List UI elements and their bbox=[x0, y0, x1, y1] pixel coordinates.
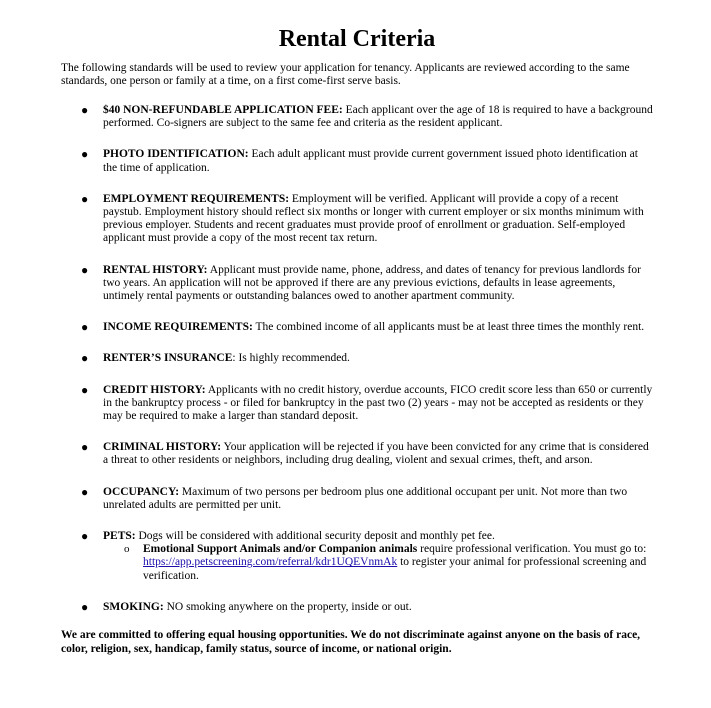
criterion-text: Employment will be verified. Applicant will provide a copy of a recent paystub. Employment history should reflect six months or longer with current employer or six months minimum with previous employer. Students and recent graduates must provide proof of enrollment or graduation. Self-employed applicant must provide a copy of the most recent tax return. bbox=[103, 192, 644, 245]
bullet-icon: ● bbox=[81, 262, 89, 277]
sub-item-label: Emotional Support Animals and/or Companion animals bbox=[143, 543, 418, 556]
criterion-text: Maximum of two persons per bedroom plus one additional occupant per unit. Not more than two unrelated adults are permitted per unit. bbox=[103, 485, 628, 511]
bullet-icon: ● bbox=[81, 320, 89, 335]
criterion-text: The combined income of all applicants must be at least three times the monthly rent. bbox=[252, 321, 645, 334]
bullet-icon: ● bbox=[81, 529, 89, 544]
criterion-label: $40 NON-REFUNDABLE APPLICATION FEE: bbox=[103, 104, 343, 116]
criterion-photo-id bbox=[61, 148, 653, 174]
document-page bbox=[61, 26, 653, 668]
criterion-criminal-history bbox=[61, 441, 653, 467]
sub-item-support-animals bbox=[103, 543, 653, 583]
bullet-icon: ● bbox=[81, 484, 89, 499]
criterion-smoking bbox=[61, 601, 653, 614]
bullet-icon: ● bbox=[81, 351, 89, 366]
bullet-icon: ● bbox=[81, 440, 89, 455]
equal-housing-statement: We are committed to offering equal housing opportunities. We do not discriminate against anyone on the basis of race, color, religion, sex, handicap, family status, source of income, or national origin. bbox=[61, 629, 641, 655]
criterion-label: OCCUPANCY: bbox=[103, 485, 180, 498]
criterion-pets bbox=[61, 530, 653, 583]
criterion-text: Your application will be rejected if you have been convicted for any crime that is considered a threat to other residents or neighbors, including drug dealing, violent and sexual crimes, theft, and arson. bbox=[103, 441, 649, 467]
bullet-icon: ● bbox=[81, 382, 89, 397]
criterion-label: RENTER’S INSURANCE bbox=[103, 352, 233, 365]
sub-item-text-after: to register your animal for professional screening and verification. bbox=[143, 556, 647, 582]
criterion-label: EMPLOYMENT REQUIREMENTS: bbox=[103, 192, 290, 205]
criterion-label: PETS: bbox=[103, 530, 136, 543]
criterion-label: CREDIT HISTORY: bbox=[103, 383, 206, 396]
bullet-icon: ● bbox=[81, 599, 89, 614]
criterion-credit-history bbox=[61, 384, 653, 424]
criterion-text: NO smoking anywhere on the property, inside or out. bbox=[163, 600, 412, 613]
intro-paragraph: The following standards will be used to review your application for tenancy. Applicants are reviewed according to the same standards, one person or family at a time, on a first come-first serve basis. bbox=[61, 62, 630, 87]
pets-sublist bbox=[103, 543, 653, 583]
criterion-label: PHOTO IDENTIFICATION: bbox=[103, 148, 249, 161]
criterion-label: CRIMINAL HISTORY: bbox=[103, 441, 222, 454]
criterion-label: SMOKING: bbox=[103, 600, 164, 613]
page-title: Rental Criteria bbox=[278, 26, 436, 52]
criterion-label: INCOME REQUIREMENTS: bbox=[103, 321, 253, 334]
circle-bullet-icon: o bbox=[124, 543, 130, 556]
criterion-employment bbox=[61, 193, 653, 246]
criterion-text: Applicants with no credit history, overdue accounts, FICO credit score less than 650 or currently in the bankruptcy process - or filed for bankruptcy in the past two (2) years - may not be accepted as residents or they may be required to make a larger than standard deposit. bbox=[103, 383, 653, 423]
bullet-icon: ● bbox=[81, 191, 89, 206]
criterion-label: RENTAL HISTORY: bbox=[103, 263, 208, 276]
sub-item-text: require professional verification. You must go to: bbox=[417, 543, 647, 556]
criterion-text: Dogs will be considered with additional security deposit and monthly pet fee. bbox=[135, 530, 495, 543]
criterion-text: Each adult applicant must provide current government issued photo identification at the time of application. bbox=[103, 148, 638, 174]
criterion-occupancy bbox=[61, 486, 653, 512]
criterion-application-fee bbox=[61, 104, 653, 130]
bullet-icon: ● bbox=[81, 147, 89, 162]
criterion-income bbox=[61, 321, 653, 334]
pet-screening-link[interactable]: https://app.petscreening.com/referral/kdr1UQEVnmAk bbox=[143, 556, 398, 569]
criterion-text: : Is highly recommended. bbox=[232, 352, 350, 365]
criterion-renters-insurance bbox=[61, 352, 653, 365]
criterion-rental-history bbox=[61, 264, 653, 304]
bullet-icon: ● bbox=[81, 103, 89, 117]
criterion-text: Applicant must provide name, phone, address, and dates of tenancy for previous landlords for two years. An application will not be approved if there are any previous evictions, defaults in lease agreements, untimely rental payments or outstanding balances owed to another apartment community. bbox=[103, 263, 641, 303]
criteria-list bbox=[61, 104, 653, 614]
criterion-text: Each applicant over the age of 18 is required to have a background performed. Co-signers are subject to the same fee and criteria as the resident applicant. bbox=[103, 104, 653, 130]
